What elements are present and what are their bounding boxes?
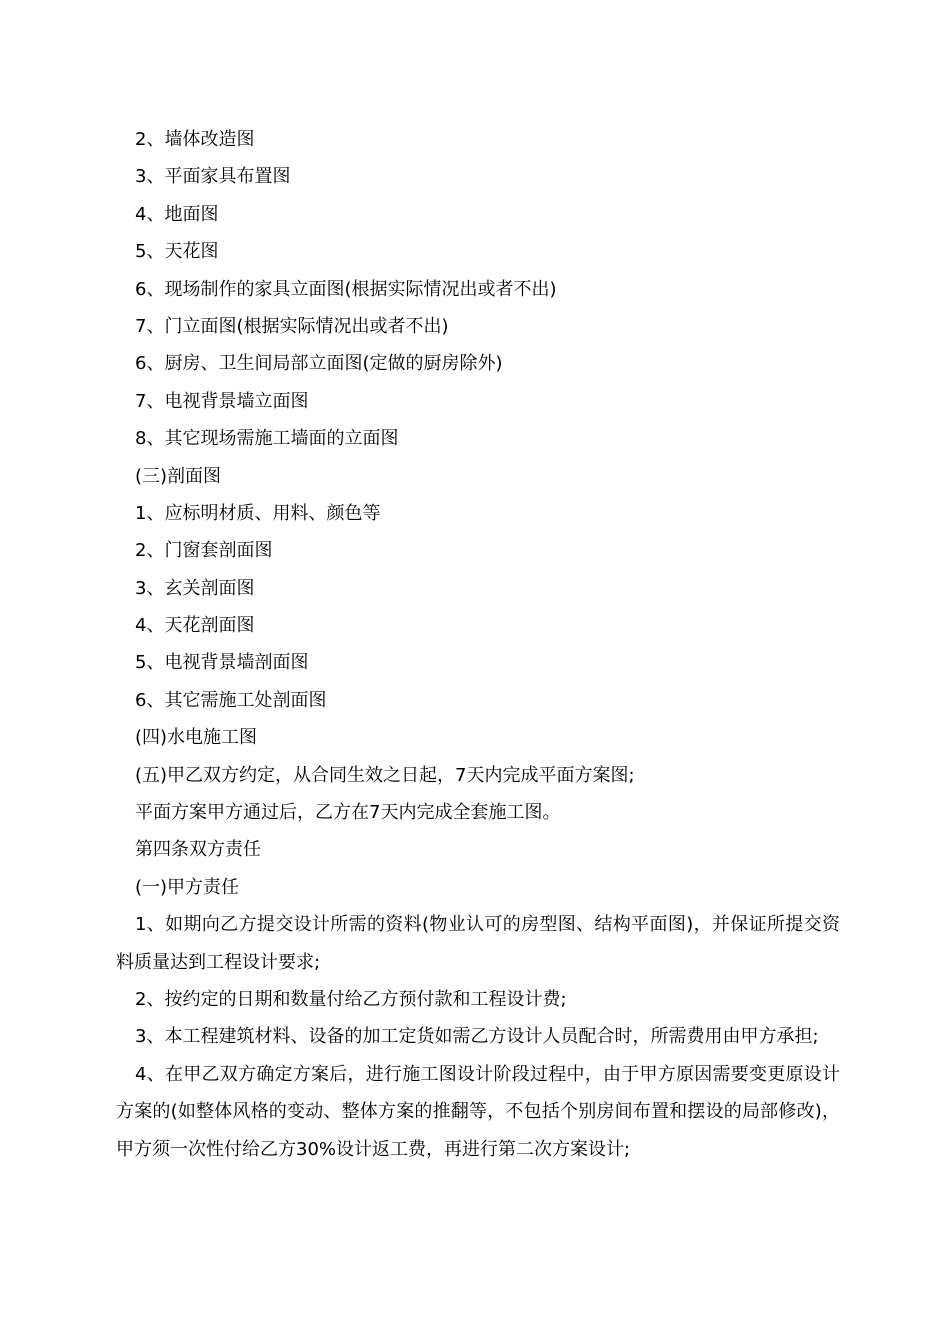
list-item-floor-plan: 4、地面图 [135, 203, 219, 225]
paragraph-design-change: 4、在甲乙双方确定方案后，进行施工图设计阶段过程中，由于甲方原因需要变更原设计方案的(如整体风格的变动、整体方案的推翻等，不包括个别房间布置和摆设的局部修改)，甲方须一次性付给乙方30%设计返工费，再进行第二次方案设计; [116, 1063, 840, 1160]
section-heading-plumbing-electrical: (四)水电施工图 [135, 727, 258, 749]
list-item-ceiling-section: 4、天花剖面图 [135, 615, 255, 637]
list-item-kitchen-bath-elevation: 6、厨房、卫生间局部立面图(定做的厨房除外) [135, 353, 503, 375]
list-item-door-elevation: 7、门立面图(根据实际情况出或者不出) [135, 315, 449, 337]
list-item-entrance-section: 3、玄关剖面图 [135, 577, 255, 599]
document-body [116, 121, 840, 1168]
clause-agreement-schedule: (五)甲乙双方约定，从合同生效之日起，7天内完成平面方案图; [135, 764, 635, 786]
clause-construction-drawings: 平面方案甲方通过后，乙方在7天内完成全套施工图。 [135, 802, 561, 824]
article-heading-responsibilities: 第四条双方责任 [135, 839, 261, 861]
section-heading-sections: (三)剖面图 [135, 465, 222, 487]
list-item-other-section: 6、其它需施工处剖面图 [135, 689, 327, 711]
list-item-furniture-elevation: 6、现场制作的家具立面图(根据实际情况出或者不出) [135, 278, 557, 300]
list-item-wall-renovation: 2、墙体改造图 [135, 129, 255, 150]
list-item-ceiling-plan: 5、天花图 [135, 241, 219, 263]
list-item-tv-wall-elevation: 7、电视背景墙立面图 [135, 390, 309, 412]
paragraph-payment: 2、按约定的日期和数量付给乙方预付款和工程设计费; [135, 989, 567, 1011]
section-heading-party-a: (一)甲方责任 [135, 876, 240, 898]
list-item-other-wall-elevation: 8、其它现场需施工墙面的立面图 [135, 428, 399, 450]
paragraph-material-costs: 3、本工程建筑材料、设备的加工定货如需乙方设计人员配合时，所需费用由甲方承担; [135, 1026, 819, 1048]
list-item-door-window-section: 2、门窗套剖面图 [135, 540, 273, 562]
paragraph-submit-materials: 1、如期向乙方提交设计所需的资料(物业认可的房型图、结构平面图)，并保证所提交资料质量达到工程设计要求; [116, 914, 840, 973]
list-item-furniture-layout: 3、平面家具布置图 [135, 166, 291, 188]
list-item-materials: 1、应标明材质、用料、颜色等 [135, 502, 381, 524]
list-item-tv-wall-section: 5、电视背景墙剖面图 [135, 652, 309, 674]
